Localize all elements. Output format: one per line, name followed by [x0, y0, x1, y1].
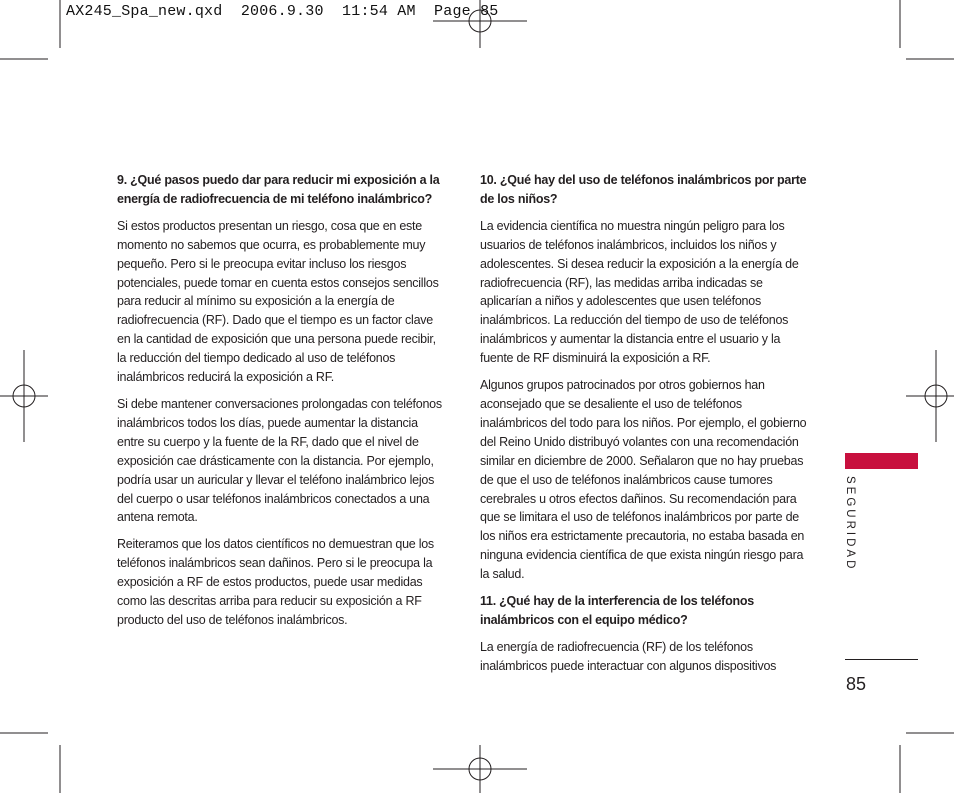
left-column — [117, 171, 443, 638]
paragraph: La energía de radiofrecuencia (RF) de los teléfonos inalámbricos puede interactuar con algunos dispositivos — [480, 639, 777, 673]
paragraph: Si estos productos presentan un riesgo, cosa que en este momento no sabemos que ocurra, es probablemente muy pequeño. Pero si le preocupa evitar incluso los riesgos potenciales, puede tomar en cuenta estos consejos sencillos para reducir al mínimo su exposición a la energía de radiofrecuencia (RF). Dado que el tiempo es un factor clave en la cantidad de exposición que una persona puede recibir, la reducción del tiempo dedicado al uso de teléfonos inalámbricos reducirá la exposición a RF. — [117, 218, 439, 385]
paragraph: La evidencia científica no muestra ningún peligro para los usuarios de teléfonos inalámbricos, incluidos los niños y adolescentes. Si desea reducir la exposición a la energía de radiofrecuencia (RF), las medidas arriba indicadas se aplicarían a niños y adolescentes que usen teléfonos inalámbricos. La reducción del tiempo de uso de teléfonos inalámbricos y aumentar la distancia entre el usuario y la fuente de RF disminuirá la exposición a RF. — [480, 218, 799, 366]
paragraph: Si debe mantener conversaciones prolongadas con teléfonos inalámbricos todos los días, puede aumentar la distancia entre su cuerpo y la fuente de la RF, dado que el nivel de exposición cae drásticamente con la distancia. Por ejemplo, podría usar un auricular y llevar el teléfono inalámbrico lejos del cuerpo o usar teléfonos inalámbricos conectados a una antena remota. — [117, 396, 442, 525]
section-label: SEGURIDAD — [844, 476, 856, 572]
file-slug: AX245_Spa_new.qxd 2006.9.30 11:54 AM Page 85 — [66, 3, 499, 20]
question-10-heading: 10. ¿Qué hay del uso de teléfonos inalámbricos por parte de los niños? — [480, 173, 807, 206]
question-9-heading: 9. ¿Qué pasos puedo dar para reducir mi exposición a la energía de radiofrecuencia de mi teléfono inalámbrico? — [117, 173, 440, 206]
page-number: 85 — [846, 674, 867, 694]
paragraph: Reiteramos que los datos científicos no demuestran que los teléfonos inalámbricos sean dañinos. Pero si le preocupa la exposición a RF de estos productos, puede usar medidas como las descritas arriba para reducir su exposición a RF producto del uso de teléfonos inalámbricos. — [117, 537, 434, 627]
right-column — [480, 171, 808, 684]
question-11-heading: 11. ¿Qué hay de la interferencia de los teléfonos inalámbricos con el equipo médico? — [480, 594, 754, 627]
section-tab — [845, 453, 918, 469]
footer-rule — [845, 659, 918, 660]
paragraph: Algunos grupos patrocinados por otros gobiernos han aconsejado que se desaliente el uso de teléfonos inalámbricos del todo para los niños. Por ejemplo, el gobierno del Reino Unido distribuyó volantes con una recomendación similar en diciembre de 2000. Señalaron que no hay pruebas de que el uso de teléfonos inalámbricos cause tumores cerebrales u otros efectos dañinos. Su recomendación para que se limitara el uso de teléfonos inalámbricos por parte de los niños era estrictamente precautoria, no estaba basada en ninguna evidencia científica de que exista ningún riesgo para la salud. — [480, 378, 807, 582]
